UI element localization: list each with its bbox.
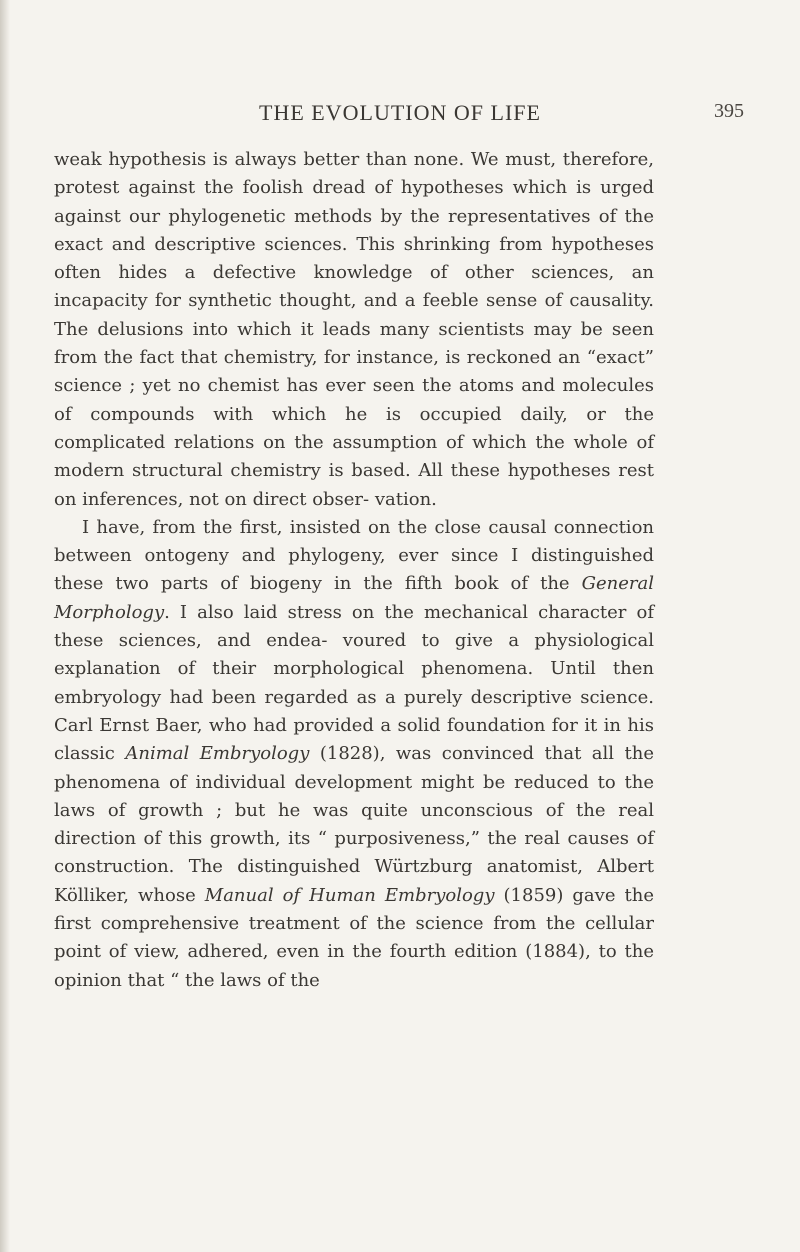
paragraph-2-text-1: I have, from the first, insisted on the close causal connection between ontogeny and phylogeny, ever since I distinguished these two parts of biogeny in the fifth book of the [54, 516, 654, 595]
running-title: THE EVOLUTION OF LIFE [259, 100, 541, 125]
page-gutter-shadow [0, 0, 10, 1252]
paragraph-2 [54, 514, 654, 995]
body-text [54, 146, 654, 995]
page-number: 395 [714, 100, 744, 122]
book-title-general-morphology: General Morphology [54, 573, 654, 623]
book-title-manual-human-embryology: Manual of Human Embryology [204, 884, 495, 906]
running-head [0, 100, 800, 130]
paragraph-2-text-3: (1828), was convinced that all the phenomena of individual development might be reduced to the laws of growth ; but he was quite unconscious of the real direction of this growth, its “ purposiveness,” the real causes of construction. The distinguished Würtzburg anatomist, Albert Kölliker, whose [54, 743, 654, 906]
paragraph-2-text-2: . I also laid stress on the mechanical character of these sciences, and endea- voured to give a physiological explanation of their morphological phenomena. Until then embryology had been regarded as a purely descriptive science. Carl Ernst Baer, who had provided a solid foundation for it in his classic [54, 601, 654, 765]
book-title-animal-embryology: Animal Embryology [125, 743, 310, 765]
paragraph-2-text-4: (1859) gave the first comprehensive treatment of the science from the cellular point of view, adhered, even in the fourth edition (1884), to the opinion that “ the laws of the [54, 884, 654, 991]
paragraph-1: weak hypothesis is always better than none. We must, therefore, protest against the foolish dread of hypotheses which is urged against our phylogenetic methods by the representatives of the exact and descriptive sciences. This shrinking from hypotheses often hides a defective knowledge of other sciences, an incapacity for synthetic thought, and a feeble sense of causality. The delusions into which it leads many scientists may be seen from the fact that chemistry, for instance, is reckoned an “exact” science ; yet no chemist has ever seen the atoms and molecules of compounds with which he is occupied daily, or the complicated relations on the assumption of which the whole of modern structural chemistry is based. All these hypotheses rest on inferences, not on direct obser- vation. [54, 149, 654, 510]
